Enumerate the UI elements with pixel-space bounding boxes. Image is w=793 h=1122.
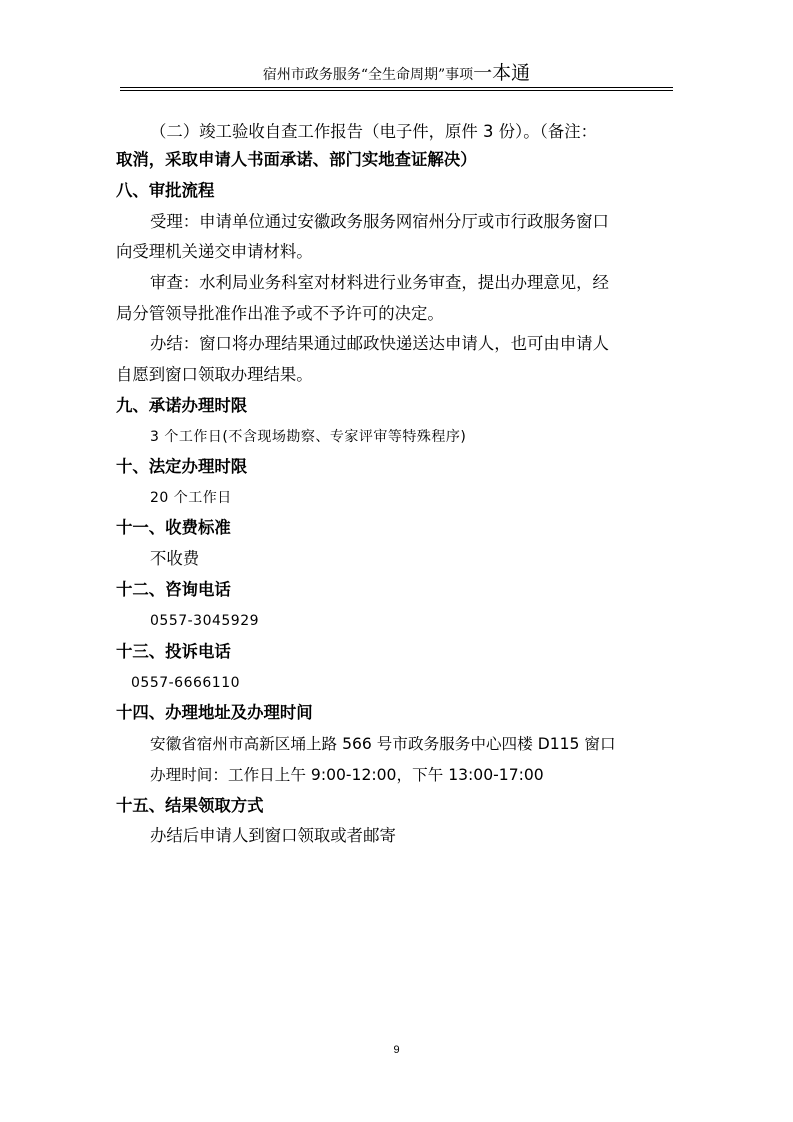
- section-10-value: 20 个工作日: [150, 490, 232, 506]
- section-15-title: 十五、结果领取方式: [116, 796, 264, 815]
- page-header: [0, 58, 793, 85]
- section-12-title: 十二、咨询电话: [116, 580, 231, 599]
- section-8-title: 八、审批流程: [116, 181, 215, 200]
- section-11-title: 十一、收费标准: [116, 518, 231, 537]
- section-8-review-line-1: 审查：水利局业务科室对材料进行业务审查，提出办理意见，经: [150, 273, 609, 292]
- section-9-title: 九、承诺办理时限: [116, 396, 248, 415]
- section-8-accept-line-2: 向受理机关递交申请材料。: [116, 242, 313, 261]
- page-number: 9: [393, 1044, 400, 1056]
- intro-line-1: （二）竣工验收自查工作报告（电子件，原件 3 份）。（备注：: [150, 122, 597, 141]
- office-address: 安徽省宿州市高新区埇上路 566 号市政务服务中心四楼 D115 窗口: [150, 735, 616, 753]
- consult-phone: 0557-3045929: [150, 613, 260, 629]
- section-10-title: 十、法定办理时限: [116, 457, 248, 476]
- section-13-title: 十三、投诉电话: [116, 642, 231, 661]
- intro-line-2: 取消，采取申请人书面承诺、部门实地查证解决）: [116, 150, 477, 169]
- section-9-value: 3 个工作日(不含现场勘察、专家评审等特殊程序): [150, 429, 467, 445]
- section-11-value: 不收费: [150, 549, 200, 568]
- header-divider: [120, 87, 673, 91]
- section-8-review-line-2: 局分管领导批准作出准予或不予许可的决定。: [116, 304, 444, 323]
- section-15-value: 办结后申请人到窗口领取或者邮寄: [150, 826, 396, 845]
- section-8-finish-line-2: 自愿到窗口领取办理结果。: [116, 365, 313, 384]
- section-8-accept-line-1: 受理：申请单位通过安徽政务服务网宿州分厅或市行政服务窗口: [150, 212, 609, 231]
- office-hours: 办理时间：工作日上午 9:00-12:00，下午 13:00-17:00: [150, 766, 544, 784]
- header-title: 宿州市政务服务“全生命周期”事项: [262, 67, 474, 83]
- section-8-finish-line-1: 办结：窗口将办理结果通过邮政快递送达申请人，也可由申请人: [150, 334, 609, 353]
- section-14-title: 十四、办理地址及办理时间: [116, 703, 313, 722]
- complaint-phone: 0557-6666110: [131, 675, 241, 691]
- header-title-emphasis: 一本通: [473, 62, 531, 84]
